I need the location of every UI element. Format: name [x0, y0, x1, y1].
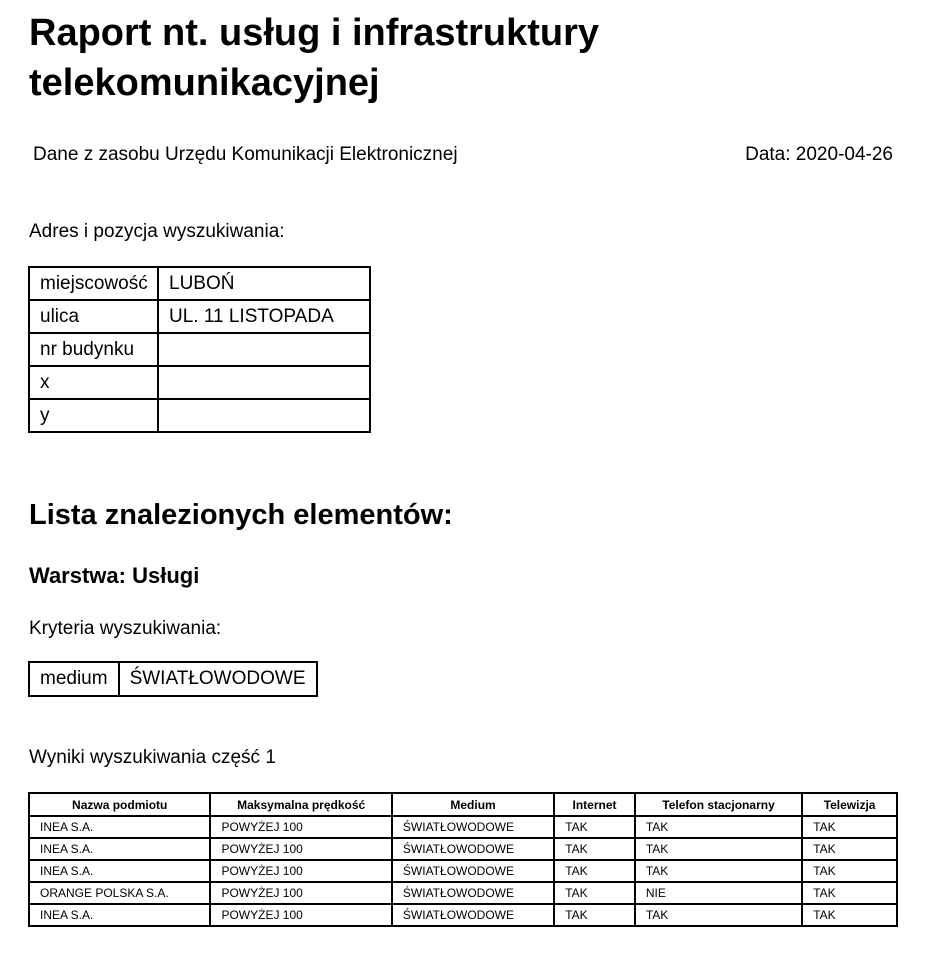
cell-tv: TAK [802, 838, 897, 860]
cell-max-speed: POWYŻEJ 100 [210, 904, 391, 926]
cell-landline: TAK [635, 860, 802, 882]
address-table [28, 266, 371, 433]
results-table [28, 792, 898, 927]
cell-internet: TAK [554, 816, 635, 838]
col-header-internet: Internet [554, 793, 635, 816]
address-value [158, 333, 370, 366]
cell-landline: TAK [635, 816, 802, 838]
cell-max-speed: POWYŻEJ 100 [210, 816, 391, 838]
cell-max-speed: POWYŻEJ 100 [210, 860, 391, 882]
results-heading: Wyniki wyszukiwania część 1 [29, 747, 276, 768]
address-key: ulica [29, 300, 158, 333]
col-header-provider: Nazwa podmiotu [29, 793, 210, 816]
address-row-y [29, 399, 370, 432]
cell-provider: INEA S.A. [29, 860, 210, 882]
col-header-landline: Telefon stacjonarny [635, 793, 802, 816]
address-row-street [29, 300, 370, 333]
cell-medium: ŚWIATŁOWODOWE [392, 882, 554, 904]
criteria-table [28, 661, 318, 697]
address-key: x [29, 366, 158, 399]
col-header-tv: Telewizja [802, 793, 897, 816]
cell-landline: TAK [635, 838, 802, 860]
address-row-locality [29, 267, 370, 300]
address-key: y [29, 399, 158, 432]
cell-internet: TAK [554, 838, 635, 860]
cell-provider: INEA S.A. [29, 816, 210, 838]
data-source-text: Dane z zasobu Urzędu Komunikacji Elektronicznej [33, 144, 458, 165]
cell-provider: INEA S.A. [29, 838, 210, 860]
address-row-x [29, 366, 370, 399]
cell-medium: ŚWIATŁOWODOWE [392, 860, 554, 882]
report-title: Raport nt. usług i infrastruktury telekomunikacyjnej [29, 12, 600, 104]
criteria-key: medium [29, 662, 119, 696]
col-header-medium: Medium [392, 793, 554, 816]
cell-internet: TAK [554, 882, 635, 904]
cell-medium: ŚWIATŁOWODOWE [392, 904, 554, 926]
table-row [29, 882, 897, 904]
found-elements-heading: Lista znalezionych elementów: [29, 499, 453, 531]
address-key: miejscowość [29, 267, 158, 300]
criteria-heading: Kryteria wyszukiwania: [29, 618, 222, 639]
cell-max-speed: POWYŻEJ 100 [210, 882, 391, 904]
cell-landline: TAK [635, 904, 802, 926]
cell-medium: ŚWIATŁOWODOWE [392, 816, 554, 838]
table-row [29, 816, 897, 838]
cell-tv: TAK [802, 860, 897, 882]
results-header-row [29, 793, 897, 816]
cell-tv: TAK [802, 882, 897, 904]
table-row [29, 838, 897, 860]
address-key: nr budynku [29, 333, 158, 366]
address-value [158, 399, 370, 432]
cell-provider: ORANGE POLSKA S.A. [29, 882, 210, 904]
cell-tv: TAK [802, 904, 897, 926]
address-row-building [29, 333, 370, 366]
address-value: UL. 11 LISTOPADA [158, 300, 370, 333]
table-row [29, 904, 897, 926]
layer-heading: Warstwa: Usługi [29, 563, 200, 588]
cell-internet: TAK [554, 904, 635, 926]
cell-medium: ŚWIATŁOWODOWE [392, 838, 554, 860]
address-value: LUBOŃ [158, 267, 370, 300]
cell-provider: INEA S.A. [29, 904, 210, 926]
cell-max-speed: POWYŻEJ 100 [210, 838, 391, 860]
address-value [158, 366, 370, 399]
cell-landline: NIE [635, 882, 802, 904]
criteria-row [29, 662, 317, 696]
col-header-max-speed: Maksymalna prędkość [210, 793, 391, 816]
table-row [29, 860, 897, 882]
cell-internet: TAK [554, 860, 635, 882]
cell-tv: TAK [802, 816, 897, 838]
criteria-value: ŚWIATŁOWODOWE [119, 662, 317, 696]
address-heading: Adres i pozycja wyszukiwania: [29, 221, 285, 242]
report-date: Data: 2020-04-26 [745, 144, 893, 165]
